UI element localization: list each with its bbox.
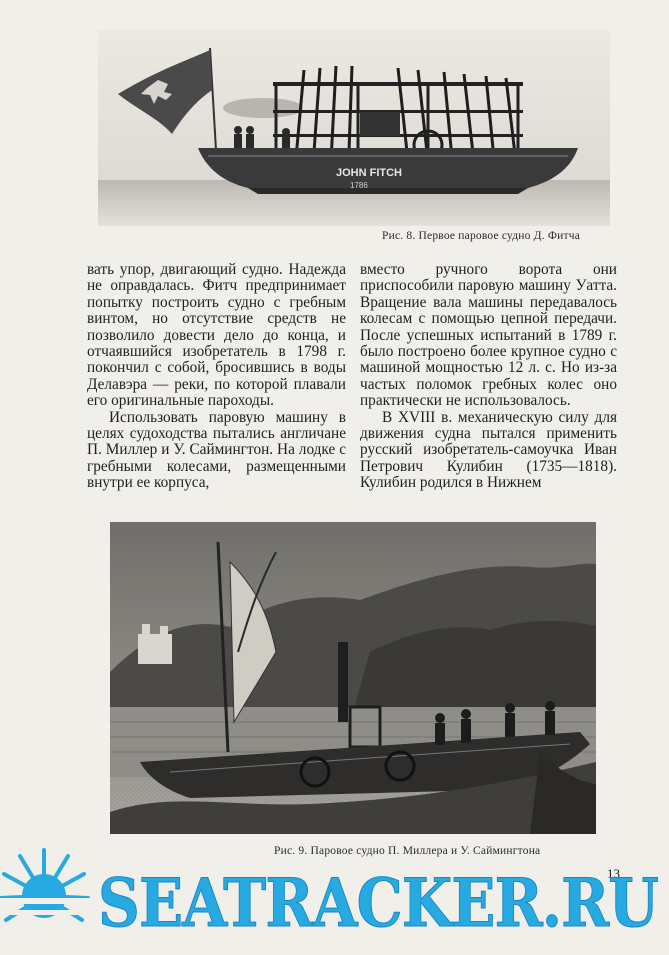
paragraph: Использовать паровую машину в целях судоходства пытались англичане П. Миллер и У. Саймингтон. На лодке с гребными колесами, размещенными внутри ее корпуса, [87,408,346,492]
boat-name-label: JOHN FITCH [336,167,402,179]
figure-miller-symington-steamboat [110,522,596,834]
paragraph: В XVIII в. механическую силу для движения судна пытался применить русский изобретатель-самоучка Иван Петрович Кулибин (1735—1818). Кулибин родился в Нижнем [360,408,617,492]
fitch-steamboat-illustration [98,30,610,226]
figure-8-caption: Рис. 8. Первое паровое судно Д. Фитча [382,230,581,242]
boat-year-label: 1786 [350,181,368,190]
seatracker-logo [0,840,669,950]
figure-fitch-steamboat [98,30,610,226]
figure-9-caption: Рис. 9. Паровое судно П. Миллера и У. Саймингтона [274,845,541,857]
page-number: 13 [607,866,620,881]
watermark-text: SEATRACKER.RU [98,864,659,942]
paragraph: вместо ручного ворота они приспособили паровую машину Уатта. Вращение вала машины передавалось колесам с помощью цепной передачи. После успешных испытаний в 1789 г. было построено более крупное судно с машиной мощностью 12 л. с. Но из-за частых поломок гребных колес оно практически не использовалось. [360,261,617,410]
seatracker-watermark [0,840,669,950]
text-column-right [360,262,617,492]
sun-icon [0,850,90,920]
paragraph: вать упор, двигающий судно. Надежда не оправдалась. Фитч предпринимает попытку построить судно с гребным винтом, но отсутствие средств не позволило довести дело до конца, и отчаявшийся изобретатель в 1798 г. покончил с собой, бросившись в воды Делавэра — реки, по которой плавали его оригинальные пароходы. [87,261,346,410]
miller-symington-illustration [110,522,596,834]
text-column-left [87,262,346,492]
